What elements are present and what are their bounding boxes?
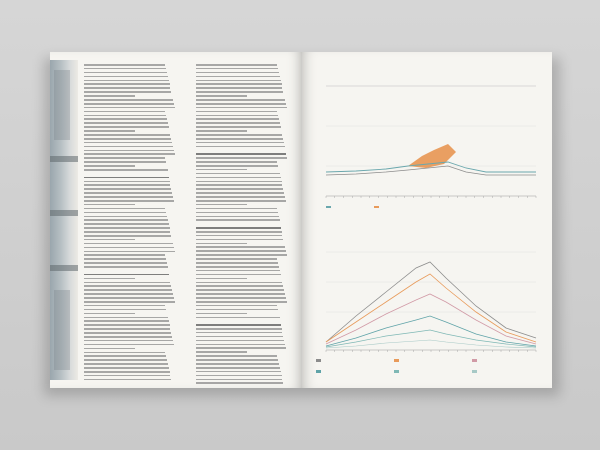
legend-swatch: [316, 359, 321, 362]
text-line: [196, 122, 280, 124]
text-line: [196, 239, 283, 241]
text-line: [196, 216, 279, 218]
text-line: [196, 138, 283, 140]
text-line: [196, 161, 277, 163]
text-line: [196, 91, 283, 93]
text-line: [84, 216, 167, 218]
text-line: [84, 138, 171, 140]
text-line: [84, 208, 165, 210]
text-line: [84, 243, 173, 245]
text-line: [196, 227, 281, 229]
text-line: [196, 371, 281, 373]
text-line: [84, 177, 169, 179]
text-line: [196, 153, 286, 155]
text-line: [84, 126, 169, 128]
photo-bar: [50, 265, 78, 271]
text-line: [196, 235, 282, 237]
text-line: [196, 266, 279, 268]
text-line: [84, 258, 166, 260]
text-line: [84, 91, 171, 93]
text-line: [84, 293, 173, 295]
text-line: [196, 192, 284, 194]
text-line: [84, 212, 166, 214]
text-line: [84, 165, 135, 167]
text-line: [84, 153, 175, 155]
text-line: [84, 332, 171, 334]
text-line: [84, 340, 173, 342]
text-line: [84, 76, 168, 78]
text-line: [84, 344, 174, 346]
text-line: [196, 118, 279, 120]
legend-swatch: [374, 206, 379, 208]
text-line: [84, 227, 170, 229]
legend-swatch: [394, 370, 399, 373]
text-line: [196, 95, 247, 97]
text-line: [84, 352, 165, 354]
text-line: [196, 76, 280, 78]
text-line: [84, 359, 167, 361]
text-line: [84, 115, 166, 117]
text-line: [196, 173, 280, 175]
text-line: [196, 262, 278, 264]
text-line: [196, 219, 280, 221]
photo-shade: [54, 70, 70, 140]
text-line: [84, 80, 169, 82]
text-line: [84, 196, 173, 198]
text-line: [84, 169, 168, 171]
text-line: [196, 99, 285, 101]
text-line: [84, 103, 174, 105]
text-line: [196, 289, 284, 291]
photo-bar: [50, 210, 78, 216]
text-line: [84, 83, 170, 85]
text-line: [84, 371, 170, 373]
text-line: [84, 64, 165, 66]
text-line: [84, 99, 173, 101]
text-line: [196, 80, 281, 82]
text-line: [84, 324, 170, 326]
text-line: [84, 313, 135, 315]
text-line: [196, 313, 247, 315]
text-line: [84, 118, 167, 120]
text-line: [84, 301, 175, 303]
left-column-1: [84, 64, 176, 383]
text-line: [196, 68, 278, 70]
text-line: [84, 285, 171, 287]
text-line: [84, 305, 165, 307]
text-line: [84, 142, 172, 144]
text-line: [84, 111, 165, 113]
text-line: [196, 196, 285, 198]
text-line: [84, 336, 172, 338]
text-line: [196, 363, 279, 365]
text-line: [196, 293, 285, 295]
text-line: [196, 317, 280, 319]
left-column-2: [196, 64, 288, 386]
text-line: [196, 130, 247, 132]
text-line: [84, 247, 174, 249]
text-line: [196, 324, 281, 326]
text-line: [196, 328, 282, 330]
text-line: [196, 375, 282, 377]
text-line: [84, 266, 168, 268]
window-photo: [50, 60, 78, 380]
legend-grid: [316, 357, 546, 385]
text-line: [196, 107, 287, 109]
text-line: [84, 355, 166, 357]
text-line: [196, 115, 278, 117]
legend-swatch: [394, 359, 399, 362]
text-line: [196, 146, 285, 148]
text-line: [196, 243, 247, 245]
text-line: [84, 204, 135, 206]
text-line: [196, 340, 284, 342]
text-line: [84, 379, 171, 381]
text-line: [196, 103, 286, 105]
series-pink-line: [326, 294, 536, 344]
text-line: [84, 181, 170, 183]
text-line: [196, 347, 286, 349]
text-line: [196, 270, 280, 272]
chart2-legend: [316, 357, 546, 388]
text-line: [84, 282, 170, 284]
text-line: [196, 282, 282, 284]
text-line: [196, 258, 277, 260]
text-line: [196, 157, 287, 159]
text-line: [196, 134, 282, 136]
text-line: [196, 246, 285, 248]
text-line: [84, 95, 135, 97]
legend-swatch: [326, 206, 331, 208]
legend-swatch: [316, 370, 321, 373]
text-line: [196, 278, 247, 280]
text-line: [84, 192, 172, 194]
text-line: [196, 305, 277, 307]
text-line: [84, 68, 166, 70]
text-line: [196, 336, 283, 338]
text-line: [196, 83, 282, 85]
text-line: [196, 204, 247, 206]
text-line: [196, 359, 278, 361]
text-line: [84, 235, 171, 237]
text-line: [84, 200, 174, 202]
text-line: [84, 122, 168, 124]
text-line: [196, 379, 282, 381]
text-line: [84, 251, 175, 253]
text-line: [196, 188, 283, 190]
text-line: [84, 134, 170, 136]
text-line: [196, 142, 284, 144]
text-line: [84, 146, 173, 148]
text-line: [196, 111, 277, 113]
text-line: [84, 254, 165, 256]
photo-bar: [50, 156, 78, 162]
text-line: [196, 309, 278, 311]
legend-swatch: [472, 359, 477, 362]
text-line: [84, 348, 135, 350]
text-line: [196, 177, 281, 179]
text-line: [84, 309, 166, 311]
text-line: [196, 208, 277, 210]
text-line: [84, 289, 172, 291]
text-line: [84, 328, 170, 330]
text-line: [196, 72, 279, 74]
text-line: [84, 223, 169, 225]
text-line: [84, 219, 168, 221]
text-line: [196, 367, 280, 369]
text-line: [84, 297, 174, 299]
text-line: [84, 231, 170, 233]
text-line: [196, 87, 282, 89]
text-line: [84, 157, 165, 159]
chart-relative-humidity: [316, 68, 548, 218]
text-line: [196, 126, 281, 128]
text-line: [84, 317, 168, 319]
text-line: [196, 344, 285, 346]
text-line: [196, 355, 277, 357]
text-line: [84, 72, 167, 74]
text-line: [196, 351, 247, 353]
text-line: [196, 301, 287, 303]
text-line: [196, 184, 282, 186]
text-line: [196, 332, 282, 334]
text-line: [84, 107, 175, 109]
series-light-teal-line: [326, 330, 536, 347]
text-line: [196, 285, 283, 287]
text-line: [84, 363, 168, 365]
text-line: [84, 130, 135, 132]
text-line: [196, 250, 286, 252]
text-line: [196, 200, 286, 202]
legend-swatch: [472, 370, 477, 373]
text-line: [196, 382, 283, 384]
text-line: [84, 375, 170, 377]
text-line: [84, 184, 170, 186]
text-line: [84, 239, 135, 241]
text-line: [196, 181, 282, 183]
text-line: [84, 188, 171, 190]
text-line: [196, 274, 281, 276]
text-line: [84, 367, 169, 369]
right-page: [302, 52, 552, 388]
series-teal-line: [326, 162, 536, 172]
photo-shade: [54, 290, 70, 370]
text-line: [84, 87, 170, 89]
text-line: [196, 165, 278, 167]
left-page: [50, 52, 302, 388]
text-line: [84, 150, 174, 152]
series-orange-line: [326, 274, 536, 342]
text-line: [84, 320, 169, 322]
orange-area: [408, 144, 456, 168]
text-line: [196, 231, 282, 233]
text-line: [196, 169, 247, 171]
text-line: [84, 274, 169, 276]
text-line: [196, 254, 287, 256]
text-line: [196, 297, 286, 299]
text-line: [84, 161, 166, 163]
text-line: [196, 212, 278, 214]
text-line: [84, 278, 135, 280]
text-line: [196, 64, 277, 66]
text-line: [84, 262, 167, 264]
